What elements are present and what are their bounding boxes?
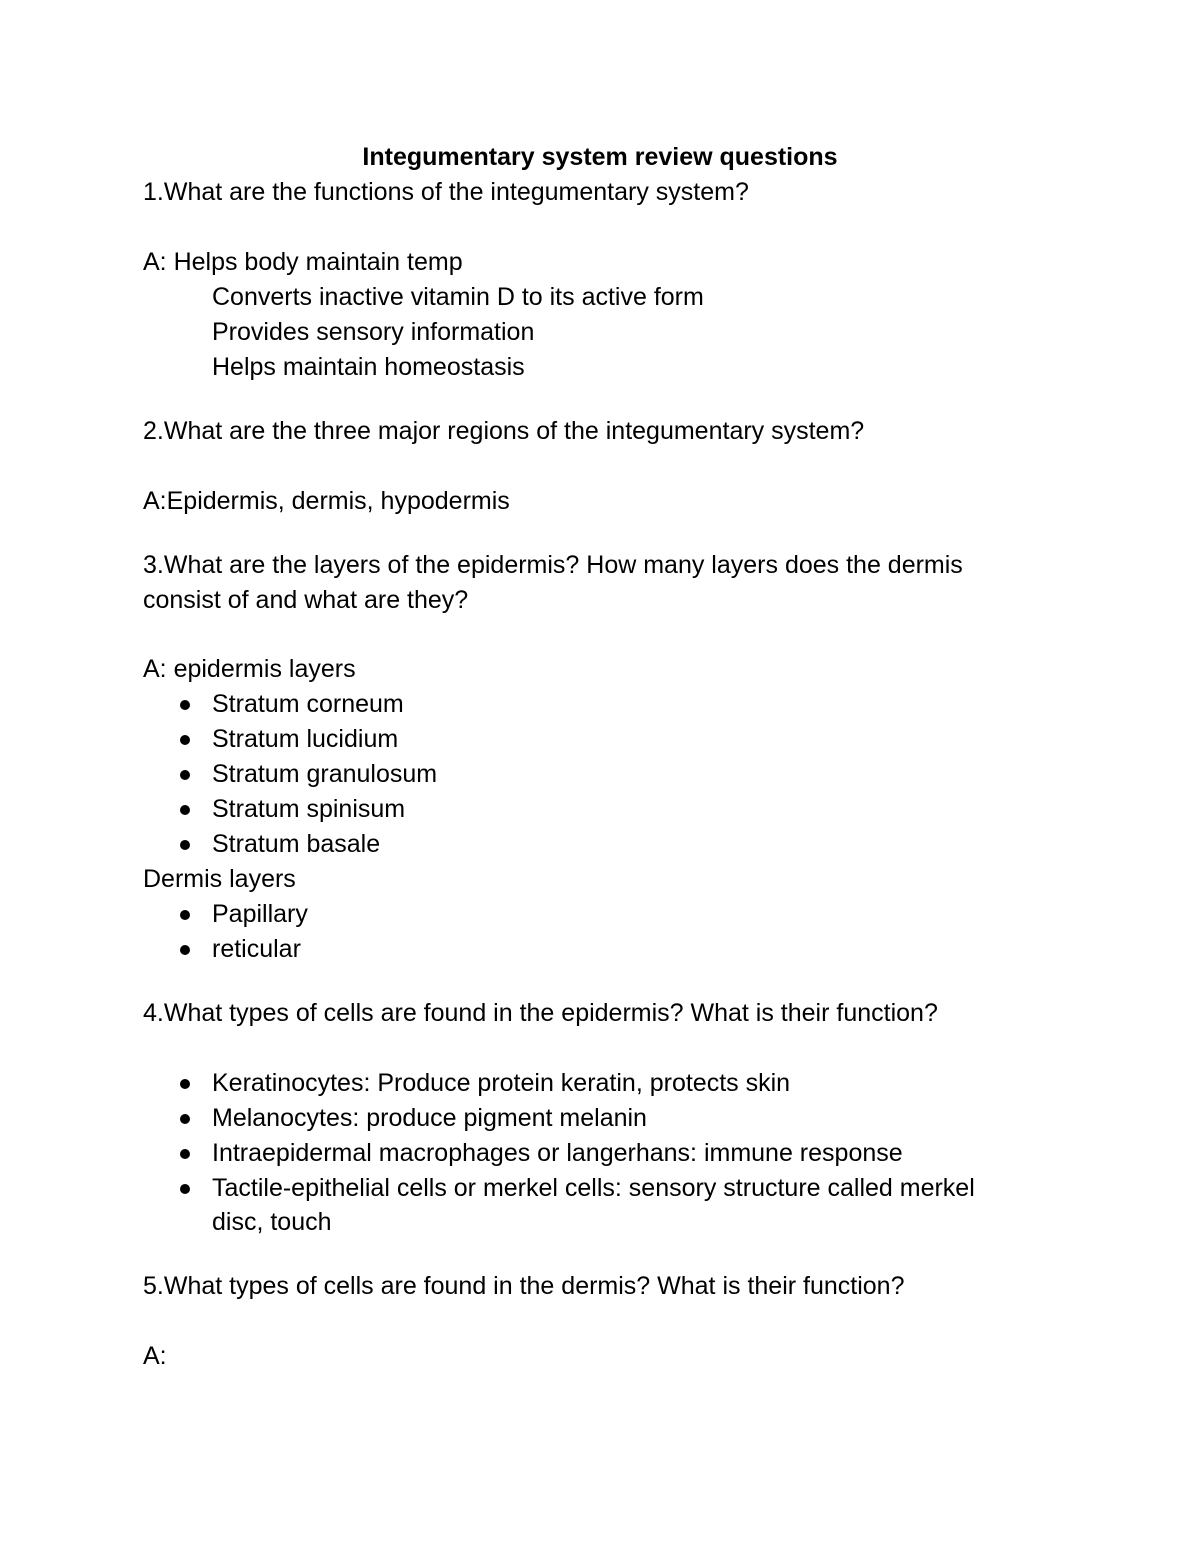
epidermis-cell-item: Tactile-epithelial cells or merkel cells: sensory structure called merkel <box>212 1174 975 1202</box>
epidermis-cell-item: Melanocytes: produce pigment melanin <box>212 1104 647 1132</box>
bullet-icon <box>180 1149 190 1159</box>
epidermis-layer-item: Stratum spinisum <box>212 795 406 823</box>
question-4: 4.What types of cells are found in the epidermis? What is their function? <box>143 999 938 1027</box>
question-1: 1.What are the functions of the integumentary system? <box>143 178 749 206</box>
epidermis-cell-item: Intraepidermal macrophages or langerhans: immune response <box>212 1139 903 1167</box>
epidermis-cell-item-continuation: disc, touch <box>212 1208 332 1236</box>
bullet-icon <box>180 910 190 920</box>
epidermis-layer-item: Stratum lucidium <box>212 725 399 753</box>
answer-1-line-1: A: Helps body maintain temp <box>143 248 463 276</box>
bullet-icon <box>180 805 190 815</box>
question-5: 5.What types of cells are found in the dermis? What is their function? <box>143 1272 905 1300</box>
bullet-icon <box>180 1184 190 1194</box>
answer-1-line-4: Helps maintain homeostasis <box>212 353 525 381</box>
answer-2: A:Epidermis, dermis, hypodermis <box>143 487 510 515</box>
epidermis-layers-heading: A: epidermis layers <box>143 655 356 683</box>
question-3-line-1: 3.What are the layers of the epidermis? How many layers does the dermis <box>143 551 963 579</box>
bullet-icon <box>180 735 190 745</box>
epidermis-layer-item: Stratum corneum <box>212 690 404 718</box>
dermis-layer-item: Papillary <box>212 900 308 928</box>
dermis-layers-heading: Dermis layers <box>143 865 296 893</box>
bullet-icon <box>180 770 190 780</box>
answer-1-line-3: Provides sensory information <box>212 318 535 346</box>
answer-5: A: <box>143 1342 167 1370</box>
epidermis-cell-item: Keratinocytes: Produce protein keratin, protects skin <box>212 1069 791 1097</box>
answer-1-line-2: Converts inactive vitamin D to its active form <box>212 283 704 311</box>
document-title: Integumentary system review questions <box>362 143 838 171</box>
bullet-icon <box>180 1079 190 1089</box>
question-2: 2.What are the three major regions of the integumentary system? <box>143 417 865 445</box>
bullet-icon <box>180 840 190 850</box>
question-3-line-2: consist of and what are they? <box>143 586 469 614</box>
bullet-icon <box>180 700 190 710</box>
bullet-icon <box>180 1114 190 1124</box>
dermis-layer-item: reticular <box>212 935 301 963</box>
epidermis-layer-item: Stratum basale <box>212 830 381 858</box>
bullet-icon <box>180 945 190 955</box>
epidermis-layer-item: Stratum granulosum <box>212 760 438 788</box>
